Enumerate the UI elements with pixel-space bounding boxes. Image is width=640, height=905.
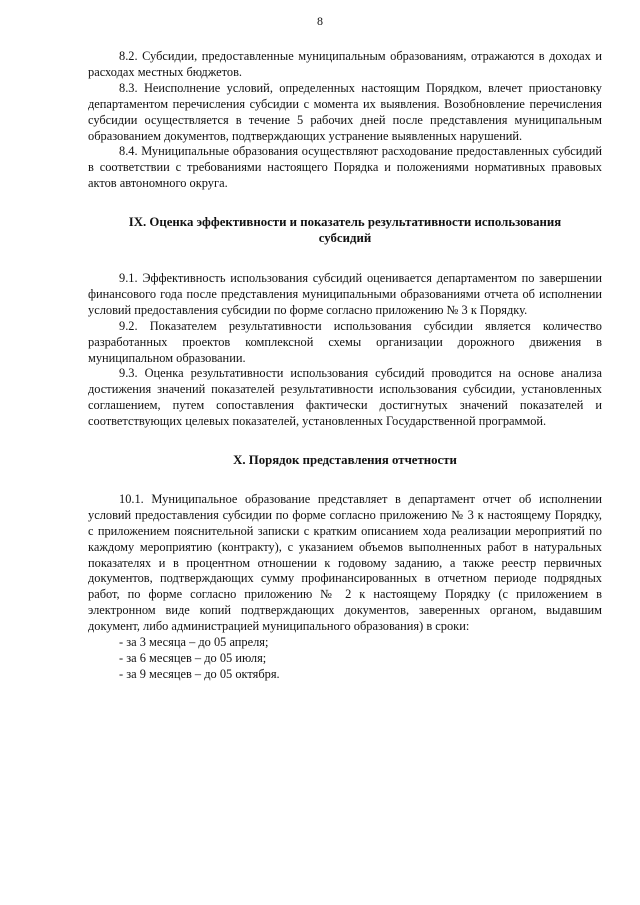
paragraph-9-2: 9.2. Показателем результативности использования субсидии является количество разработанных проектов комплексной схемы организации дорожного движения в муниципальном образовании. (88, 318, 602, 365)
paragraph-8-2: 8.2. Субсидии, предоставленные муниципальным образованиям, отражаются в доходах и расходах местных бюджетов. (88, 49, 602, 79)
deadline-item: - за 9 месяцев – до 05 октября. (119, 666, 280, 681)
paragraph-8-3: 8.3. Неисполнение условий, определенных настоящим Порядком, влечет приостановку департаментом перечисления субсидии с момента их выявления. Возобновление перечисления субсидии осуществляется в течение 5 рабочих дней после представления муниципальным образованием документов, подтверждающих устранение выявленных нарушений. (88, 80, 602, 143)
page-number: 8 (317, 14, 323, 28)
paragraph-10-1: 10.1. Муниципальное образование представляет в департамент отчет об исполнении условий предоставления субсидии по форме согласно приложению № 3 к настоящему Порядку, с приложением пояснительной записки с кратким описанием хода реализации мероприятий по каждому мероприятию (контракту), с указанием объемов выполненных работ в натуральных показателях и в процентном отношении к годовому заданию, а также реестр первичных документов, подтверждающих сумму профинансированных в отчетном периоде подрядных работ, по форме согласно приложению № 2 к настоящему Порядку (с приложением в электронном виде копий подтверждающих документов, заверенных органом, выдавшим документ, либо администрацией муниципального образования) в сроки: (88, 491, 602, 634)
paragraph-9-3: 9.3. Оценка результативности использования субсидий проводится на основе анализа достижения значений показателей результативности использования субсидии, установленных соглашением, путем сопоставления фактически достигнутых значений показателей и соответствующих целевых показателей, установленных Государственной программой. (88, 366, 602, 429)
deadline-list (88, 635, 602, 683)
section-10-heading: X. Порядок представления отчетности (233, 453, 457, 468)
paragraph-9-1: 9.1. Эффективность использования субсидий оценивается департаментом по завершении финансового года после представления муниципальными образованиями отчета об исполнении условий предоставления субсидии по форме согласно приложению № 3 к Порядку. (88, 270, 602, 317)
document-body (88, 49, 602, 683)
deadline-item: - за 6 месяцев – до 05 июля; (119, 651, 267, 665)
deadline-item: - за 3 месяца – до 05 апреля; (119, 635, 269, 650)
section-9-heading: IX. Оценка эффективности и показатель результативности использования субсидий (128, 215, 562, 246)
paragraph-8-4: 8.4. Муниципальные образования осуществляют расходование предоставленных субсидий в соответствии с требованиями настоящего Порядка и положениями нормативных правовых актов автономного округа. (88, 144, 602, 191)
